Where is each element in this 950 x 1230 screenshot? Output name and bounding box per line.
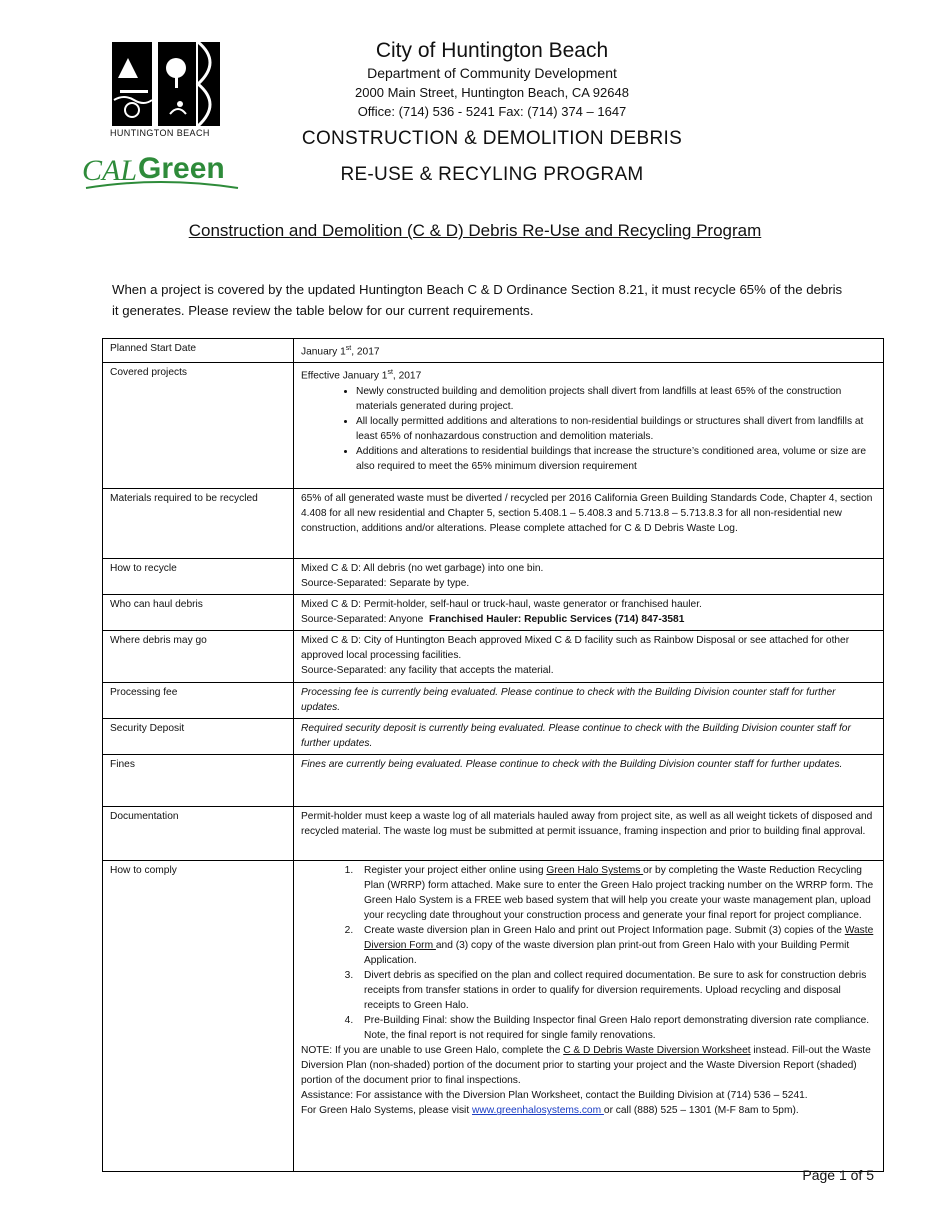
list-item: 4. Pre-Building Final: show the Building Inspector final Green Halo report demonstrating diversion rate compliance. Note, the final report is not required for single family renovations.	[356, 1013, 876, 1043]
greenhalo-website-link[interactable]: www.greenhalosystems.com	[471, 1105, 604, 1117]
list-item: 1. Register your project either online using Green Halo Systems or by completing the Waste Reduction Recycling Plan (WRRP) form attached. Make sure to enter the Green Halo project tracking number on the WRRP form. The Green Halo System is a FREE web based system that will help you create your waste management plan, upload your recycling date throughout your construction process and generate your final report for project compliance.	[356, 863, 876, 923]
department-name: Department of Community Development	[367, 65, 617, 81]
contact-numbers: Office: (714) 536 - 5241 Fax: (714) 374 – 1647	[357, 104, 627, 119]
compliance-steps	[301, 863, 876, 1043]
row-value: Processing fee is currently being evaluated. Please continue to check with the Building Division counter staff for further updates.	[294, 683, 884, 719]
row-value: 65% of all generated waste must be diverted / recycled per 2016 California Green Building Standards Code, Chapter 4, section 4.408 for all new residential and Chapter 5, section 5.408.1 – 5.408.3 and 5.713.8 – 5.713.8.3 for all non-residential new construction, additions and/or alterations. Please complete attached for C & D Debris Waste Log.	[294, 489, 884, 559]
list-item: 3. Divert debris as specified on the plan and collect required documentation. Be sure to ask for construction debris receipts from transfer stations in order to qualify for diversion requirements. Upload recycling and disposal receipts to Green Halo.	[356, 968, 876, 1013]
calgreen-cal: CAL	[82, 154, 138, 187]
row-label: Documentation	[103, 807, 294, 861]
row-value: Mixed C & D: Permit-holder, self-haul or truck-haul, waste generator or franchised hauler. Source-Separated: Anyone Franchised Hauler: Republic Services (714) 847-3581	[294, 595, 884, 631]
worksheet-link[interactable]: C & D Debris Waste Diversion Worksheet	[563, 1045, 751, 1057]
list-item: • Additions and alterations to residential buildings that increase the structure’s conditioned area, volume or size are also required to meet the 65% minimum diversion requirement	[356, 444, 876, 474]
city-logo	[80, 38, 242, 196]
assistance-text: Assistance: For assistance with the Diversion Plan Worksheet, contact the Building Division at (714) 536 – 5241.	[301, 1090, 808, 1102]
row-label: Security Deposit	[103, 719, 294, 755]
address: 2000 Main Street, Huntington Beach, CA 92648	[355, 85, 629, 100]
logo-caption: HUNTINGTON BEACH	[110, 128, 210, 138]
row-value: Fines are currently being evaluated. Please continue to check with the Building Division counter staff for further updates.	[294, 755, 884, 807]
row-value: January 1st, 2017	[294, 339, 884, 363]
table-row	[103, 363, 884, 489]
waste-diversion-form-link[interactable]: Waste Diversion Form	[364, 925, 874, 952]
table-row	[103, 489, 884, 559]
row-value: Mixed C & D: City of Huntington Beach approved Mixed C & D facility such as Rainbow Disposal or see attached for other approved local processing facilities. Source-Separated: any facility that accepts the material.	[294, 631, 884, 683]
row-label: Covered projects	[103, 363, 294, 489]
page-number: Page 1 of 5	[802, 1167, 874, 1183]
covered-projects-list	[301, 384, 876, 474]
document-subtitle: Construction and Demolition (C & D) Debris Re-Use and Recycling Program	[188, 221, 762, 240]
table-row	[103, 559, 884, 595]
calgreen-green: Green	[138, 152, 225, 185]
row-label: How to recycle	[103, 559, 294, 595]
row-label: Fines	[103, 755, 294, 807]
row-value: Required security deposit is currently being evaluated. Please continue to check with the Building Division counter staff for further updates.	[294, 719, 884, 755]
table-row	[103, 719, 884, 755]
row-value: Mixed C & D: All debris (no wet garbage) into one bin. Source-Separated: Separate by type.	[294, 559, 884, 595]
row-label: Where debris may go	[103, 631, 294, 683]
table-row	[103, 631, 884, 683]
table-row	[103, 807, 884, 861]
table-row	[103, 339, 884, 363]
green-halo-link[interactable]: Green Halo Systems	[546, 865, 644, 877]
row-label: Planned Start Date	[103, 339, 294, 363]
list-item: • Newly constructed building and demolition projects shall divert from landfills at least 65% of the construction materials generated during project.	[356, 384, 876, 414]
row-value: Permit-holder must keep a waste log of all materials hauled away from project site, as well as all weight tickets of disposed and recycled material. The waste log must be submitted at permit issuance, framing inspection and prior to building final approval.	[294, 807, 884, 861]
intro-paragraph: When a project is covered by the updated Huntington Beach C & D Ordinance Section 8.21, it must recycle 65% of the debris it generates. Please review the table below for our current requirements.	[112, 282, 843, 318]
program-title-line1: CONSTRUCTION & DEMOLITION DEBRIS	[301, 128, 683, 149]
row-label: Materials required to be recycled	[103, 489, 294, 559]
row-label: Who can haul debris	[103, 595, 294, 631]
table-row	[103, 861, 884, 1172]
note-text: NOTE: If you are unable to use Green Halo, complete the C & D Debris Waste Diversion Worksheet instead. Fill-out the Waste Diversion Plan (non-shaded) portion of the document prior to starting your project and the Waste Diversion Report (shaded) portion of the document prior to final inspections.	[301, 1045, 871, 1087]
requirements-table	[102, 338, 884, 1172]
table-row	[103, 755, 884, 807]
row-label: How to comply	[103, 861, 294, 1172]
table-row	[103, 595, 884, 631]
list-item: 2. Create waste diversion plan in Green Halo and print out Project Information page. Submit (3) copies of the Waste Diversion Form and (3) copy of the waste diversion plan print-out from Green Halo with your Building Permit Application.	[356, 923, 876, 968]
list-item: • All locally permitted additions and alterations to non-residential buildings or structures shall divert from landfills at least 65% of nonhazardous construction and demolition materials.	[356, 414, 876, 444]
letterhead	[280, 38, 704, 187]
green-halo-contact: For Green Halo Systems, please visit www.greenhalosystems.com or call (888) 525 – 1301 (M-F 8am to 5pm).	[301, 1105, 799, 1117]
row-value	[294, 861, 884, 1172]
program-title-line2: RE-USE & RECYLING PROGRAM	[340, 164, 644, 185]
table-row	[103, 683, 884, 719]
franchised-hauler: Franchised Hauler: Republic Services (714) 847-3581	[429, 614, 685, 626]
city-name: City of Huntington Beach	[375, 39, 609, 62]
row-value: Effective January 1st, 2017 • Newly constructed building and demolition projects shall divert from landfills at least 65% of the construction materials generated during project. • All locally permitted additions and alterations to non-residential buildings or structures shall divert from landfills at least 65% of nonhazardous construction and demolition materials. • Additions and alterations to residential buildings that increase the structure’s conditioned area, volume or size are also required to meet the 65% minimum diversion requirement	[294, 363, 884, 489]
row-label: Processing fee	[103, 683, 294, 719]
